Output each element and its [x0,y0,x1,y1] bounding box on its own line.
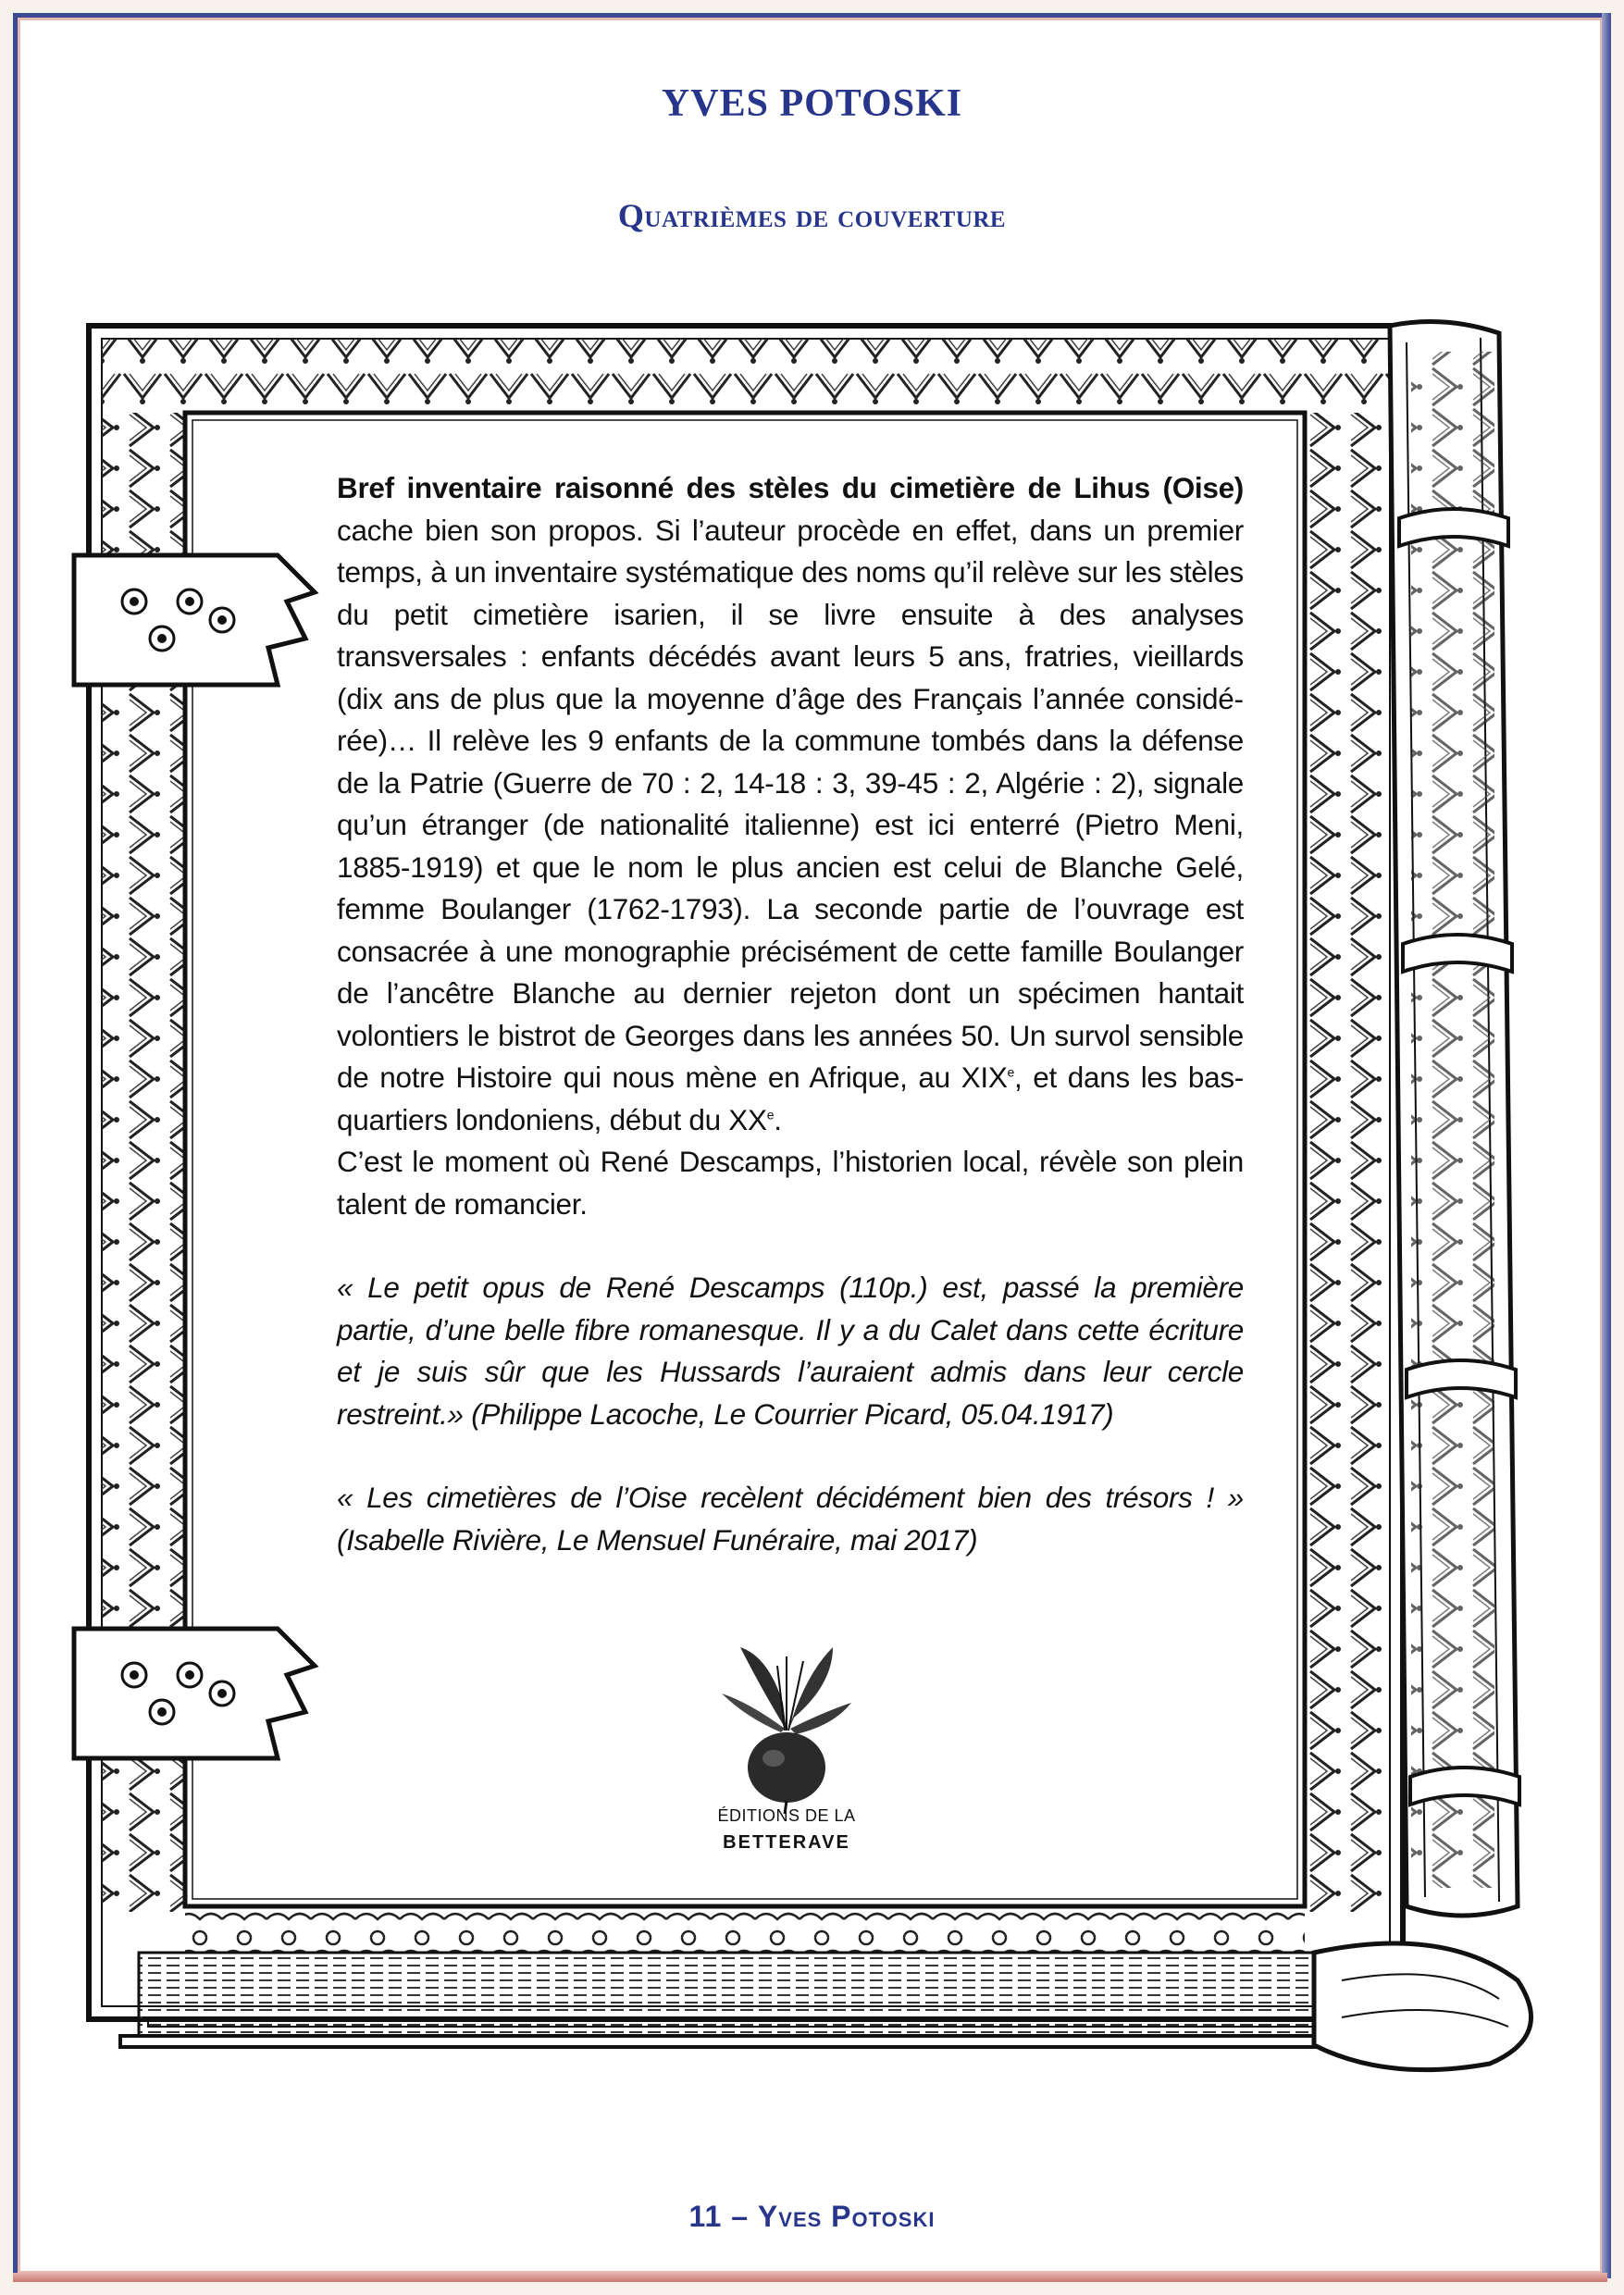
beetroot-icon [703,1629,870,1814]
book-title: Bref inventaire raisonné des stèles du cimetière de Lihus [337,471,1150,504]
book-title-location: (Oise) [1162,471,1245,504]
logo-line-1: ÉDITIONS DE LA [717,1806,856,1825]
footer-separator: – [722,2200,758,2233]
blurb-body-3: . [774,1102,782,1136]
page-number: 11 [688,2200,723,2233]
author-title: YVES POTOSKI [661,82,963,125]
section-title: Quatrièmes de couverture [617,197,1007,234]
logo-line-2: BETTERAVE [723,1832,850,1853]
quote-2: « Les cimetières de l’Oise recèlent décidément bien des trésors ! » (Isabelle Rivière, Le Mensuel Funéraire, mai 2017) [337,1481,1244,1557]
blurb-paragraph-2: C’est le moment où René Descamps, l’historien local, révèle son plein talent de romancier. [337,1145,1244,1221]
quote-1: « Le petit opus de René Descamps (110p.) est, passé la première partie, d’une belle fibre romanesque. Il y a du Calet dans cette écriture et je suis sûr que les Hussards l’auraient admis dans leur cercle restreint.» (Philippe Lacoche, Le Courrier Picard, 05.04.1917) [337,1271,1244,1431]
footer-author: Yves Potoski [757,2200,936,2233]
blurb-text [337,467,1244,1561]
blurb-body-2: , et dans les bas-quartiers londoniens, début du XX [337,1061,1244,1136]
publisher-logo [703,1629,870,1869]
page-footer [0,2200,1624,2234]
blurb-paragraph [337,467,1244,1141]
superscript-2: e [766,1107,775,1122]
blurb-body-1: cache bien son propos. Si l’auteur procède en effet, dans un premier temps, à un inventaire systématique des noms qu’il relève sur les stèles du petit cimetière isarien, il se livre ensuite à des analyses transversales : enfants décédés avant leurs 5 ans, fratries, vieillards (dix ans de plus que la moyenne d’âge des Français l’année considérée)… Il relève les 9 enfants de la commune tombés dans la défense de la Patrie (Guerre de 70 : 2, 14-18 : 3, 39-45 : 2, Algérie : 2), signale qu’un étranger (de nationalité italienne) est ici enterré (Pietro Meni, 1885-1919) et que le nom le plus ancien est celui de Blanche Gelé, femme Boulanger (1762-1793). La seconde partie de l’ouvrage est consacrée à une monographie précisément de cette famille Boulanger de l’ancêtre Blanche au dernier rejeton dont un spécimen hantait volontiers le bistrot de Georges dans les années 50. Un survol sensible de notre Histoire qui nous mène en Afrique, au XIX [337,513,1244,1094]
superscript-1: e [1007,1064,1015,1080]
